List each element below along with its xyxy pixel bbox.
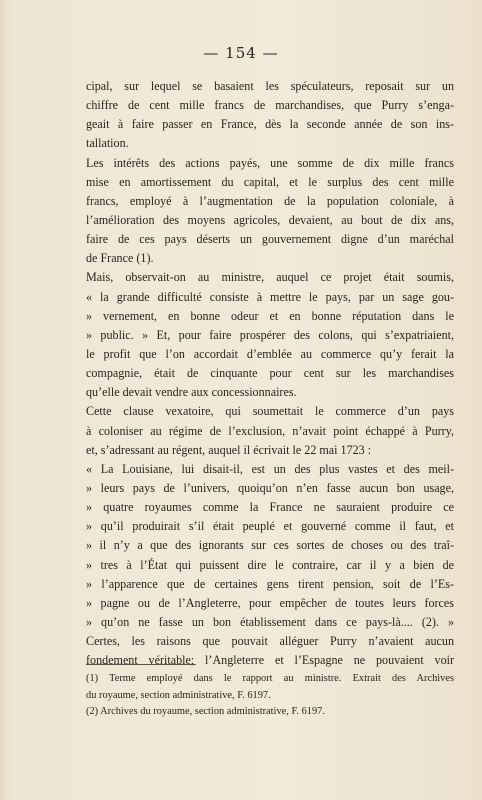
text-line: de France (1). bbox=[86, 251, 154, 266]
text-line: » l’apparence que de certaines gens tirent pension, soit de l’Es- bbox=[86, 576, 454, 591]
text-line: cipal, sur lequel se basaient les spéculateurs, reposait sur un bbox=[86, 79, 454, 93]
text-line: Les intérêts des actions payés, une somme de dix mille francs bbox=[86, 155, 454, 170]
text-line: « La Louisiane, lui disait-il, est un des plus vastes et des meil- bbox=[86, 461, 454, 476]
text-line: » tres à l’État qui puissent dire le contraire, car il y a bien de bbox=[86, 557, 454, 572]
text-line: Certes, les raisons que pouvait alléguer Purry n’avaient aucun bbox=[86, 634, 454, 649]
text-line: le profit que l’on accordait d’emblée au commerce qu’y ferait la bbox=[86, 346, 454, 361]
text-line: » qu’il produirait s’il était peuplé et gouverné comme il faut, et bbox=[86, 519, 454, 534]
body-text bbox=[86, 77, 454, 670]
text-line: à coloniser au régime de l’exclusion, n’avait point échappé à Purry, bbox=[86, 423, 454, 438]
text-line: » leurs pays de l’univers, quoiqu’on n’en fasse aucun bon usage, bbox=[86, 480, 454, 495]
text-line: faire de ces pays déserts un gouvernement digne d’un maréchal bbox=[86, 232, 454, 247]
footnotes bbox=[86, 671, 454, 721]
text-line: » vernement, en bonne odeur et en bonne réputation dans le bbox=[86, 308, 454, 323]
text-line: » il n’y a que des ignorants sur ces sortes de choses ou des traî- bbox=[86, 538, 454, 553]
text-line: » quatre royaumes comme la France ne sauraient produire ce bbox=[86, 500, 454, 515]
text-line: chiffre de cent mille francs de marchandises, que Purry s’enga- bbox=[86, 98, 454, 113]
text-line: qu’elle devait vendre aux concessionnaires. bbox=[86, 385, 297, 400]
text-line: compagnie, était de cinquante pour cent sur les marchandises bbox=[86, 366, 454, 381]
footnote-line: (2) Archives du royaume, section administrative, F. 6197. bbox=[86, 706, 325, 718]
text-line: mise en amortissement du capital, et le surplus des cent mille bbox=[86, 174, 454, 189]
footnote-line: (1) Terme employé dans le rapport au ministre. Extrait des Archives bbox=[86, 673, 454, 684]
text-line: » public. » Et, pour faire prospérer des colons, qui s’expatriaient, bbox=[86, 327, 454, 342]
text-line: geait à faire passer en France, dès la seconde année de son ins- bbox=[86, 117, 454, 132]
footnote-line: du royaume, section administrative, F. 6197. bbox=[86, 689, 271, 701]
text-line: francs, employé à l’augmentation de la population coloniale, à bbox=[86, 193, 454, 208]
text-line: » pagne ou de l’Angleterre, pour empêcher de toutes leurs forces bbox=[86, 595, 454, 610]
footnote-rule bbox=[86, 664, 196, 665]
text-line: Mais, observait-on au ministre, auquel ce projet était soumis, bbox=[86, 270, 454, 285]
text-line: » qu’on ne fasse un bon établissement dans ce pays-là.... (2). » bbox=[86, 614, 454, 629]
text-line: et, s’adressant au régent, auquel il écrivait le 22 mai 1723 : bbox=[86, 442, 372, 457]
text-line: tallation. bbox=[86, 136, 129, 151]
text-line: fondement véritable; l’Angleterre et l’Espagne ne pouvaient voir bbox=[86, 653, 454, 668]
page-number: — 154 — bbox=[203, 44, 279, 62]
text-line: Cette clause vexatoire, qui soumettait le commerce d’un pays bbox=[86, 404, 454, 419]
text-line: l’amélioration des moyens agricoles, devaient, au bout de dix ans, bbox=[86, 212, 454, 227]
text-line: « la grande difficulté consiste à mettre le pays, par un sage gou- bbox=[86, 289, 454, 304]
